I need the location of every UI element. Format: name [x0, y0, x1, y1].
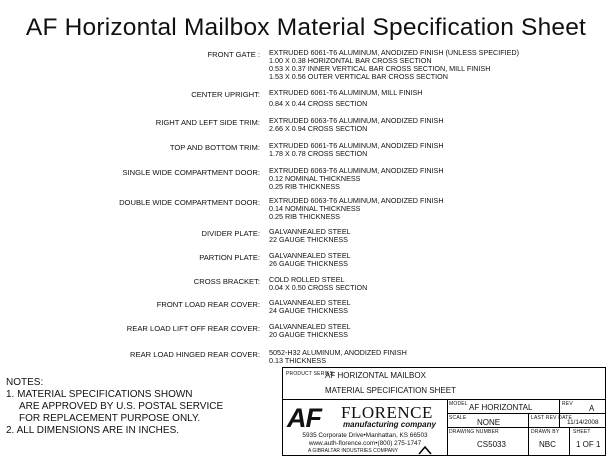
spec-label-front-load-cover: FRONT LOAD REAR COVER: [156, 300, 260, 309]
notes [6, 377, 223, 437]
product-series-label: PRODUCT SERIES: [286, 371, 335, 377]
company-logo [283, 400, 447, 456]
spec-label-top-bottom-trim: TOP AND BOTTOM TRIM: [169, 143, 260, 152]
spec-label-double-door: DOUBLE WIDE COMPARTMENT DOOR: [119, 198, 260, 207]
page-title: AF Horizontal Mailbox Material Specification Sheet [25, 14, 587, 41]
note-2: 2. ALL DIMENSIONS ARE IN INCHES. [6, 425, 180, 436]
spec-value-double-door: EXTRUDED 6063-T6 ALUMINUM, ANODIZED FINISH 0.14 NOMINAL THICKNESS 0.25 RIB THICKNESS [269, 196, 444, 222]
product-series-line-2: MATERIAL SPECIFICATION SHEET [325, 386, 456, 395]
spec-value-center-upright: EXTRUDED 6061-T6 ALUMINUM, MILL FINISH 0.84 X 0.44 CROSS SECTION [269, 88, 423, 109]
model-label: MODEL [449, 401, 468, 407]
logo-af: AF [287, 403, 321, 433]
drawing-number-label: DRAWING NUMBER [449, 429, 499, 435]
last-rev-label: LAST REV DATE [531, 415, 573, 421]
company-parent: A GIBRALTAR INDUSTRIES COMPANY [307, 448, 398, 454]
scale-label: SCALE [449, 415, 467, 421]
spec-label-hinged-cover: REAR LOAD HINGED REAR COVER: [130, 350, 260, 359]
logo-tagline: manufacturing company [343, 420, 436, 429]
spec-value-side-trim: EXTRUDED 6063-T6 ALUMINUM, ANODIZED FINISH 2.66 X 0.94 CROSS SECTION [269, 116, 444, 134]
spec-label-center-upright: CENTER UPRIGHT: [191, 90, 260, 99]
spec-label-side-trim: RIGHT AND LEFT SIDE TRIM: [155, 118, 260, 127]
spec-label-cross-bracket: CROSS BRACKET: [193, 277, 260, 286]
gibraltar-icon [418, 446, 432, 455]
spec-label-partion-plate: PARTION PLATE: [199, 253, 260, 262]
drawn-by-value: NBC [539, 440, 556, 449]
title-block [282, 367, 606, 456]
company-address: 5935 Corporate Drive•Manhattan, KS 66503 [302, 432, 428, 439]
spec-label-single-door: SINGLE WIDE COMPARTMENT DOOR: [122, 168, 260, 177]
logo-florence: FLORENCE [341, 403, 433, 422]
spec-value-top-bottom-trim: EXTRUDED 6061-T6 ALUMINUM, ANODIZED FINISH 1.78 X 0.78 CROSS SECTION [269, 141, 444, 159]
spec-value-lift-off-cover: GALVANNEALED STEEL 20 GAUGE THICKNESS [269, 322, 351, 340]
spec-value-front-gate: EXTRUDED 6061-T6 ALUMINUM, ANODIZED FINISH (UNLESS SPECIFIED) 1.00 X 0.38 HORIZONTAL BAR CROSS SECTION 0.53 X 0.37 INNER VERTICAL BAR CROSS SECTION, MILL FINISH 1.53 X 0.56 OUTER VERTICAL BAR CROSS SECTION [269, 48, 520, 82]
last-rev-value: 11/14/2008 [567, 419, 599, 426]
scale-value: NONE [477, 418, 501, 427]
spec-value-cross-bracket: COLD ROLLED STEEL 0.04 X 0.50 CROSS SECTION [269, 275, 368, 293]
note-1: 1. MATERIAL SPECIFICATIONS SHOWN [6, 389, 193, 400]
rev-label: REV [562, 401, 573, 407]
company-web-phone: www.auth-florence.com•(800) 275-1747 [308, 440, 422, 447]
spec-label-lift-off-cover: REAR LOAD LIFT OFF REAR COVER: [126, 324, 260, 333]
spec-value-single-door: EXTRUDED 6063-T6 ALUMINUM, ANODIZED FINISH 0.12 NOMINAL THICKNESS 0.25 RIB THICKNESS [269, 166, 444, 192]
sheet-label: SHEET [573, 429, 591, 435]
spec-value-divider-plate: GALVANNEALED STEEL 22 GAUGE THICKNESS [269, 227, 351, 245]
note-1-line-3: FOR REPLACEMENT PURPOSE ONLY. [19, 413, 201, 424]
spec-label-divider-plate: DIVIDER PLATE: [201, 229, 260, 238]
product-series-line-1: AF HORIZONTAL MAILBOX [325, 371, 426, 380]
spec-value-front-load-cover: GALVANNEALED STEEL 24 GAUGE THICKNESS [269, 298, 351, 316]
note-1-line-2: ARE APPROVED BY U.S. POSTAL SERVICE [19, 401, 224, 412]
drawing-number-value: CS5033 [477, 440, 506, 449]
notes-heading: NOTES: [6, 377, 44, 388]
drawn-by-label: DRAWN BY [531, 429, 560, 435]
spec-value-hinged-cover: 5052-H32 ALUMINUM, ANODIZED FINISH 0.13 THICKNESS [269, 348, 407, 366]
model-value: AF HORIZONTAL [469, 403, 533, 412]
spec-value-partion-plate: GALVANNEALED STEEL 26 GAUGE THICKNESS [269, 251, 351, 269]
rev-value: A [589, 404, 595, 413]
spec-label-front-gate: FRONT GATE : [207, 50, 260, 59]
sheet-value: 1 OF 1 [576, 440, 601, 449]
